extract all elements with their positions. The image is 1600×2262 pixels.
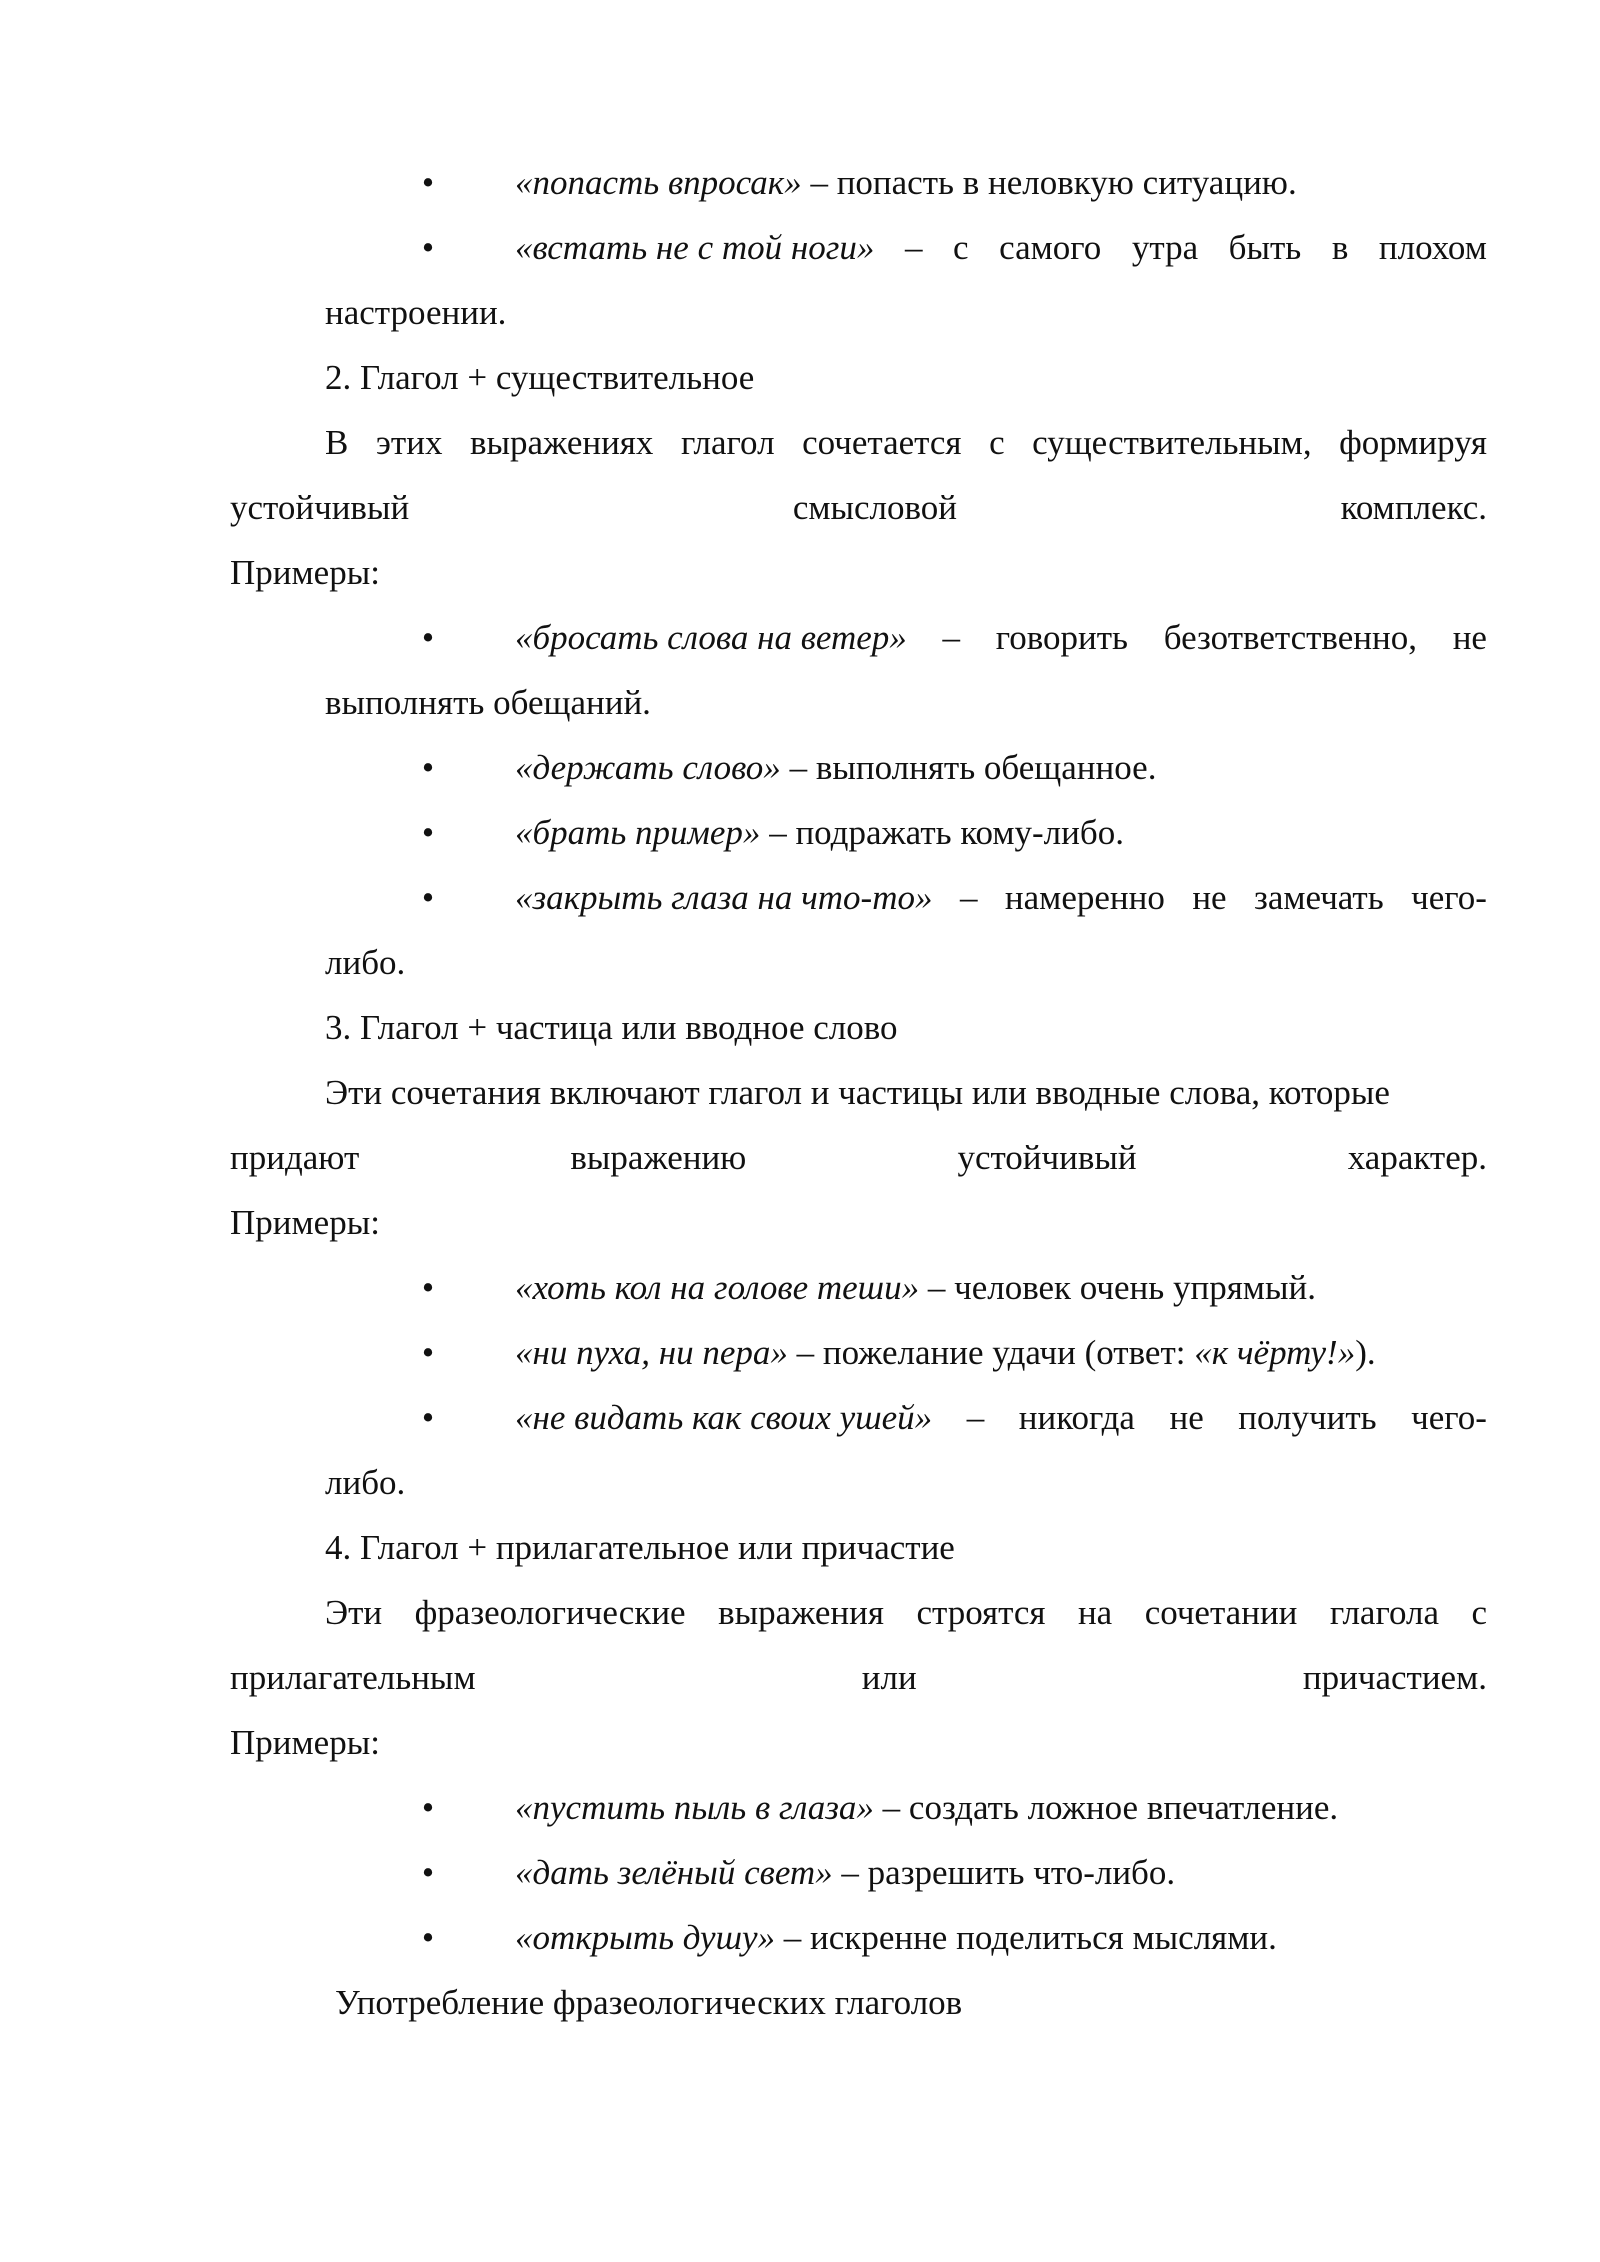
- phrase-text: «встать не с той ноги»: [515, 228, 875, 267]
- list-item: [230, 1905, 1487, 1970]
- paragraph-word: выражению: [570, 1138, 747, 1177]
- list-item: [230, 800, 1487, 865]
- paragraph-word: или: [861, 1658, 917, 1697]
- section-heading: Употребление фразеологических глаголов: [335, 1983, 963, 2022]
- definition-word: чего-: [1411, 1398, 1487, 1437]
- list-item: [230, 215, 1487, 280]
- definition-word: с: [953, 228, 969, 267]
- definition-text: ).: [1355, 1333, 1376, 1372]
- paragraph-word: устойчивый: [957, 1138, 1137, 1177]
- bullet-icon: •: [421, 1788, 435, 1827]
- paragraph-word: с: [989, 423, 1005, 462]
- definition-word: говорить: [995, 618, 1129, 657]
- list-item: [230, 1840, 1487, 1905]
- definition-word: не: [1452, 618, 1487, 657]
- definition-word: не: [1192, 878, 1227, 917]
- definition-text: – человек очень упрямый.: [919, 1268, 1316, 1307]
- examples-label: Примеры:: [230, 1203, 380, 1242]
- phrase-text: «бросать слова на ветер»: [515, 618, 907, 657]
- definition-word: никогда: [1018, 1398, 1135, 1437]
- paragraph-line: [230, 410, 1487, 475]
- paragraph-word: выражения: [718, 1593, 884, 1632]
- definition-word: самого: [999, 228, 1102, 267]
- list-item: [230, 1775, 1487, 1840]
- paragraph-word: смысловой: [792, 488, 958, 527]
- paragraph-word: на: [1077, 1593, 1113, 1632]
- list-item: [230, 865, 1487, 930]
- definition-word: –: [904, 228, 923, 267]
- phrase-text: «ни пуха, ни пера»: [515, 1333, 788, 1372]
- phrase-text: «попасть впросак»: [515, 163, 802, 202]
- paragraph-word: этих: [375, 423, 443, 462]
- paragraph-word: формируя: [1339, 423, 1487, 462]
- paragraph-line: [230, 1645, 1487, 1710]
- paragraph-word: строятся: [916, 1593, 1046, 1632]
- list-item-continuation: настроении.: [325, 293, 507, 332]
- paragraph-word: придают: [230, 1138, 360, 1177]
- phrase-text: «хоть кол на голове теши»: [515, 1268, 920, 1307]
- phrase-text: «дать зелёный свет»: [515, 1853, 833, 1892]
- paragraph-word: В: [325, 423, 349, 462]
- definition-word: быть: [1228, 228, 1302, 267]
- section-heading: 2. Глагол + существительное: [325, 358, 755, 397]
- definition-word: замечать: [1254, 878, 1384, 917]
- definition-word: получить: [1238, 1398, 1377, 1437]
- definition-word: утра: [1131, 228, 1199, 267]
- definition-text: – разрешить что-либо.: [832, 1853, 1176, 1892]
- list-item: [230, 605, 1487, 670]
- section-heading: 4. Глагол + прилагательное или причастие: [325, 1528, 955, 1567]
- list-item: [230, 1320, 1487, 1385]
- bullet-icon: •: [421, 163, 435, 202]
- bullet-icon: •: [421, 1398, 435, 1437]
- paragraph-line: [230, 1580, 1487, 1645]
- paragraph-word: устойчивый: [230, 488, 410, 527]
- list-item: [230, 150, 1487, 215]
- bullet-icon: •: [421, 1268, 435, 1307]
- paragraph-word: сочетании: [1144, 1593, 1298, 1632]
- phrase-text: «брать пример»: [515, 813, 761, 852]
- definition-em-text: «к чёрту!»: [1194, 1333, 1356, 1372]
- phrase-text: «открыть душу»: [515, 1918, 776, 1957]
- examples-label: Примеры:: [230, 553, 380, 592]
- definition-text: – попасть в неловкую ситуацию.: [801, 163, 1297, 202]
- paragraph-line: [230, 1125, 1487, 1190]
- definition-word: –: [942, 618, 961, 657]
- definition-word: в: [1331, 228, 1349, 267]
- list-item: [230, 735, 1487, 800]
- bullet-icon: •: [421, 1853, 435, 1892]
- bullet-icon: •: [421, 1918, 435, 1957]
- definition-text: – выполнять обещанное.: [780, 748, 1157, 787]
- paragraph-line: [230, 475, 1487, 540]
- definition-word: намеренно: [1004, 878, 1165, 917]
- bullet-icon: •: [421, 813, 435, 852]
- definition-word: –: [959, 878, 978, 917]
- phrase-text: «закрыть глаза на что-то»: [515, 878, 933, 917]
- definition-word: –: [966, 1398, 985, 1437]
- phrase-text: «пустить пыль в глаза»: [515, 1788, 874, 1827]
- paragraph-word: глагол: [680, 423, 775, 462]
- list-item-continuation: выполнять обещаний.: [325, 683, 651, 722]
- document-body: [230, 150, 1487, 2035]
- definition-text: – создать ложное впечатление.: [873, 1788, 1339, 1827]
- section-heading: 3. Глагол + частица или вводное слово: [325, 1008, 898, 1047]
- paragraph-word: характер.: [1347, 1138, 1487, 1177]
- definition-text: – искренне поделиться мыслями.: [775, 1918, 1277, 1957]
- paragraph-word: комплекс.: [1340, 488, 1487, 527]
- paragraph-word: причастием.: [1302, 1658, 1487, 1697]
- definition-text: – пожелание удачи (ответ:: [787, 1333, 1195, 1372]
- paragraph-word: глагола: [1329, 1593, 1439, 1632]
- list-item: [230, 1255, 1487, 1320]
- paragraph-word: существительным,: [1032, 423, 1312, 462]
- definition-text: – подражать кому-либо.: [760, 813, 1124, 852]
- bullet-icon: •: [421, 878, 435, 917]
- definition-word: не: [1169, 1398, 1204, 1437]
- bullet-icon: •: [421, 228, 435, 267]
- definition-word: плохом: [1378, 228, 1487, 267]
- definition-word: чего-: [1411, 878, 1487, 917]
- bullet-icon: •: [421, 748, 435, 787]
- bullet-icon: •: [421, 1333, 435, 1372]
- list-item-continuation: либо.: [325, 943, 406, 982]
- examples-label: Примеры:: [230, 1723, 380, 1762]
- paragraph-word: с: [1471, 1593, 1487, 1632]
- paragraph-word: прилагательным: [230, 1658, 476, 1697]
- paragraph-word: сочетается: [802, 423, 962, 462]
- list-item: [230, 1385, 1487, 1450]
- definition-word: безответственно,: [1163, 618, 1417, 657]
- paragraph-word: фразеологические: [414, 1593, 686, 1632]
- paragraph-word: выражениях: [470, 423, 654, 462]
- phrase-text: «не видать как своих ушей»: [515, 1398, 933, 1437]
- paragraph-line: Эти сочетания включают глагол и частицы или вводные слова, которые: [325, 1073, 1390, 1112]
- bullet-icon: •: [421, 618, 435, 657]
- phrase-text: «держать слово»: [515, 748, 781, 787]
- list-item-continuation: либо.: [325, 1463, 406, 1502]
- paragraph-word: Эти: [325, 1593, 383, 1632]
